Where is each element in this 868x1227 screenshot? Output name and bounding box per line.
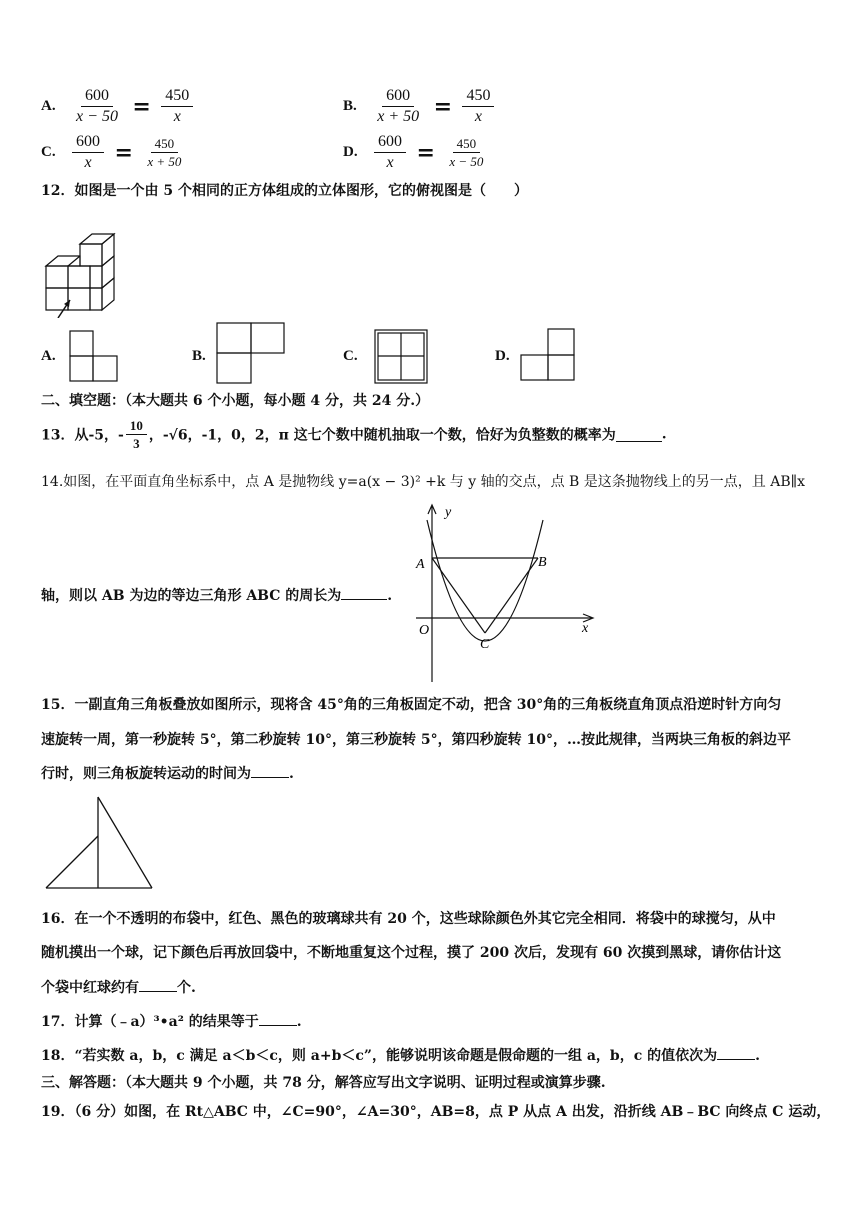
fraction: $\frac{600}{x - 50}$: [76, 87, 118, 125]
q18-end: .: [755, 1048, 760, 1064]
option-label: B.: [343, 98, 357, 114]
equals-sign: =: [114, 139, 133, 166]
section-2-heading: 二、填空题：（本大题共 6 个小题，每小题 4 分，共 24 分.）: [41, 393, 430, 409]
fraction: $\frac{600}{x}$: [374, 132, 406, 173]
q14-end: .: [387, 588, 393, 604]
q16-line-2: 随机摸出一个球，记下颜色后再放回袋中，不断地重复这个过程，摸了 200 次后，发现有 60 次摸到黑球，请你估计这: [41, 945, 782, 961]
label-y: y: [445, 505, 452, 520]
fraction: $\frac{450}{x - 50}$: [449, 136, 484, 169]
q14-parabola-figure: [410, 500, 600, 685]
answer-blank[interactable]: [139, 977, 177, 992]
answer-blank[interactable]: [341, 585, 387, 600]
q16-text: 个袋中红球约有: [41, 980, 139, 996]
q12-option-d-figure: [519, 327, 577, 383]
fraction: $\frac{450}{x}$: [161, 86, 193, 127]
segment-bc: [485, 558, 538, 633]
q17-end: .: [296, 1014, 302, 1030]
fraction: $\frac{10}{3}$: [126, 417, 147, 452]
label-a: A: [416, 557, 425, 572]
answer-blank[interactable]: [717, 1045, 755, 1060]
q15-line-1: 15．一副直角三角板叠放如图所示，现将含 45°角的三角板固定不动，把含 30°角的三角板绕直角顶点沿逆时针方向匀: [41, 697, 782, 713]
answer-blank[interactable]: [616, 427, 662, 442]
q13-text-pre: 13．从-5，-: [41, 427, 124, 444]
fraction: $\frac{600}{x + 50}$: [377, 87, 420, 125]
q16-end: 个.: [177, 980, 196, 996]
q15-text: 行时，则三角板旋转运动的时间为: [41, 766, 251, 782]
equals-sign: =: [416, 139, 435, 166]
option-label: B.: [192, 348, 206, 364]
q12-stem: 12．如图是一个由 5 个相同的正方体组成的立体图形，它的俯视图是（ ）: [41, 183, 528, 199]
answer-blank[interactable]: [251, 763, 289, 778]
q16-line-3: [41, 977, 196, 998]
q17-text: 17．计算（﹣a）³•a² 的结果等于: [41, 1014, 259, 1030]
q11-option-a: [41, 86, 197, 127]
fraction: $\frac{600}{x}$: [72, 132, 104, 173]
q12-option-b-figure: [215, 321, 287, 385]
option-label: A.: [41, 348, 56, 364]
q13-text-mid: ，-√6，-1，0，2，π 这七个数中随机抽取一个数，恰好为负整数的概率为: [148, 427, 616, 444]
label-o: O: [419, 623, 430, 638]
q17: [41, 1011, 302, 1032]
q13-end: .: [661, 426, 667, 443]
equals-sign: =: [132, 93, 151, 120]
q12-option-a: [41, 348, 64, 365]
q18-text: 18．“若实数 a，b，c 满足 a＜b＜c，则 a+b＜c”，能够说明该命题是假命题的一组 a，b，c 的值依次为: [41, 1048, 718, 1064]
triangle-30-hypotenuse: [98, 797, 152, 888]
triangle-45-hypotenuse: [46, 836, 98, 888]
parabola: [427, 520, 543, 641]
q11-option-c: [41, 132, 189, 173]
q14-line-1: 14.如图，在平面直角坐标系中，点 A 是抛物线 y=a(x − 3)² +k 与 y 轴的交点，点 B 是这条抛物线上的另一点，且 AB∥x: [41, 474, 806, 490]
q16-line-1: 16．在一个不透明的布袋中，红色、黑色的玻璃球共有 20 个，这些球除颜色外其它完全相同．将袋中的球搅匀，从中: [41, 911, 776, 927]
q15-end: .: [289, 766, 294, 782]
q18: [41, 1045, 760, 1066]
q12-option-d: [495, 348, 518, 365]
option-label: A.: [41, 98, 56, 114]
equals-sign: =: [433, 93, 453, 120]
q14-text: 轴，则以 AB 为边的等边三角形 ABC 的周长为: [41, 588, 342, 604]
q11-option-b: [343, 86, 498, 127]
answer-blank[interactable]: [259, 1011, 297, 1026]
q15-triangle-figure: [42, 794, 158, 892]
section-3-heading: 三、解答题：（本大题共 9 个小题，共 78 分，解答应写出文字说明、证明过程或演算步骤.: [41, 1075, 606, 1091]
q12-option-a-figure: [68, 329, 120, 383]
option-label: C.: [41, 144, 56, 160]
q12-option-c-figure: [373, 328, 429, 386]
option-label: C.: [343, 348, 358, 364]
fraction: $\frac{450}{x}$: [462, 86, 494, 127]
q13: [41, 417, 667, 452]
label-c: C: [480, 637, 490, 652]
q14-line-2: [41, 585, 392, 606]
label-x: x: [582, 621, 589, 636]
segment-ac: [432, 558, 485, 633]
q12-cube-figure: [40, 214, 120, 318]
q15-line-3: [41, 763, 294, 784]
label-b: B: [538, 555, 547, 570]
option-label: D.: [343, 144, 358, 160]
q12-option-c: [343, 348, 366, 365]
fraction: $\frac{450}{x + 50}$: [147, 136, 182, 169]
option-label: D.: [495, 348, 510, 364]
q15-line-2: 速旋转一周，第一秒旋转 5°，第二秒旋转 10°，第三秒旋转 5°，第四秒旋转 10°，…按此规律，当两块三角板的斜边平: [41, 732, 791, 748]
q19: 19．（6 分）如图，在 Rt△ABC 中，∠C=90°，∠A=30°，AB=8，点 P 从点 A 出发，沿折线 AB﹣BC 向终点 C 运动，: [41, 1104, 831, 1120]
q11-option-d: [343, 132, 491, 173]
q12-option-b: [192, 348, 214, 365]
